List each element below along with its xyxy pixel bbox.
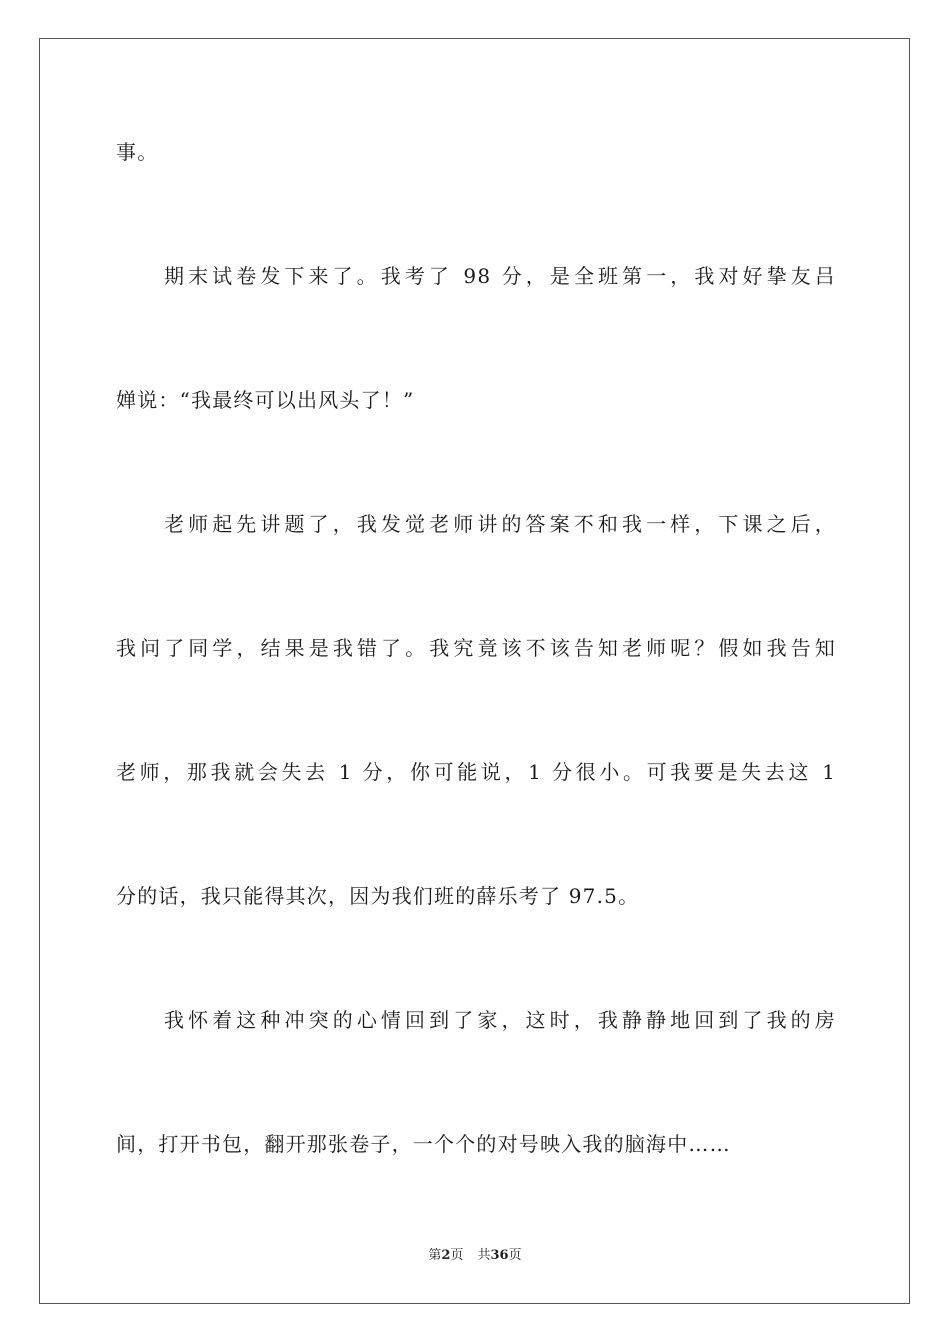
- paragraph-line: 婵说：“我最终可以出风头了！”: [116, 388, 415, 412]
- footer-page-number: 2: [441, 1248, 451, 1263]
- paragraph-line: 间，打开书包，翻开那张卷子，一个个的对号映入我的脑海中……: [116, 1132, 731, 1156]
- paragraph-line: 事。: [116, 140, 159, 164]
- footer-total-prefix: 共: [477, 1248, 491, 1263]
- paragraph-line: 期末试卷发下来了。我考了 98 分，是全班第一，我对好挚友吕: [164, 264, 836, 288]
- page-frame: [39, 38, 910, 1304]
- paragraph-line: 老师，那我就会失去 1 分，你可能说，1 分很小。可我要是失去这 1: [116, 760, 836, 784]
- footer-page-suffix: 页: [450, 1248, 464, 1263]
- paragraph-line: 老师起先讲题了，我发觉老师讲的答案不和我一样，下课之后，: [164, 512, 836, 536]
- footer-page-prefix: 第: [428, 1248, 442, 1263]
- footer-total-suffix: 页: [508, 1248, 522, 1263]
- paragraph-line: 分的话，我只能得其次，因为我们班的薛乐考了 97.5。: [116, 884, 640, 908]
- page-footer: [0, 1247, 950, 1265]
- paragraph-line: 我问了同学，结果是我错了。我究竟该不该告知老师呢？假如我告知: [116, 636, 836, 660]
- footer-total-pages: 36: [490, 1248, 509, 1263]
- paragraph-line: 我怀着这种冲突的心情回到了家，这时，我静静地回到了我的房: [164, 1008, 836, 1032]
